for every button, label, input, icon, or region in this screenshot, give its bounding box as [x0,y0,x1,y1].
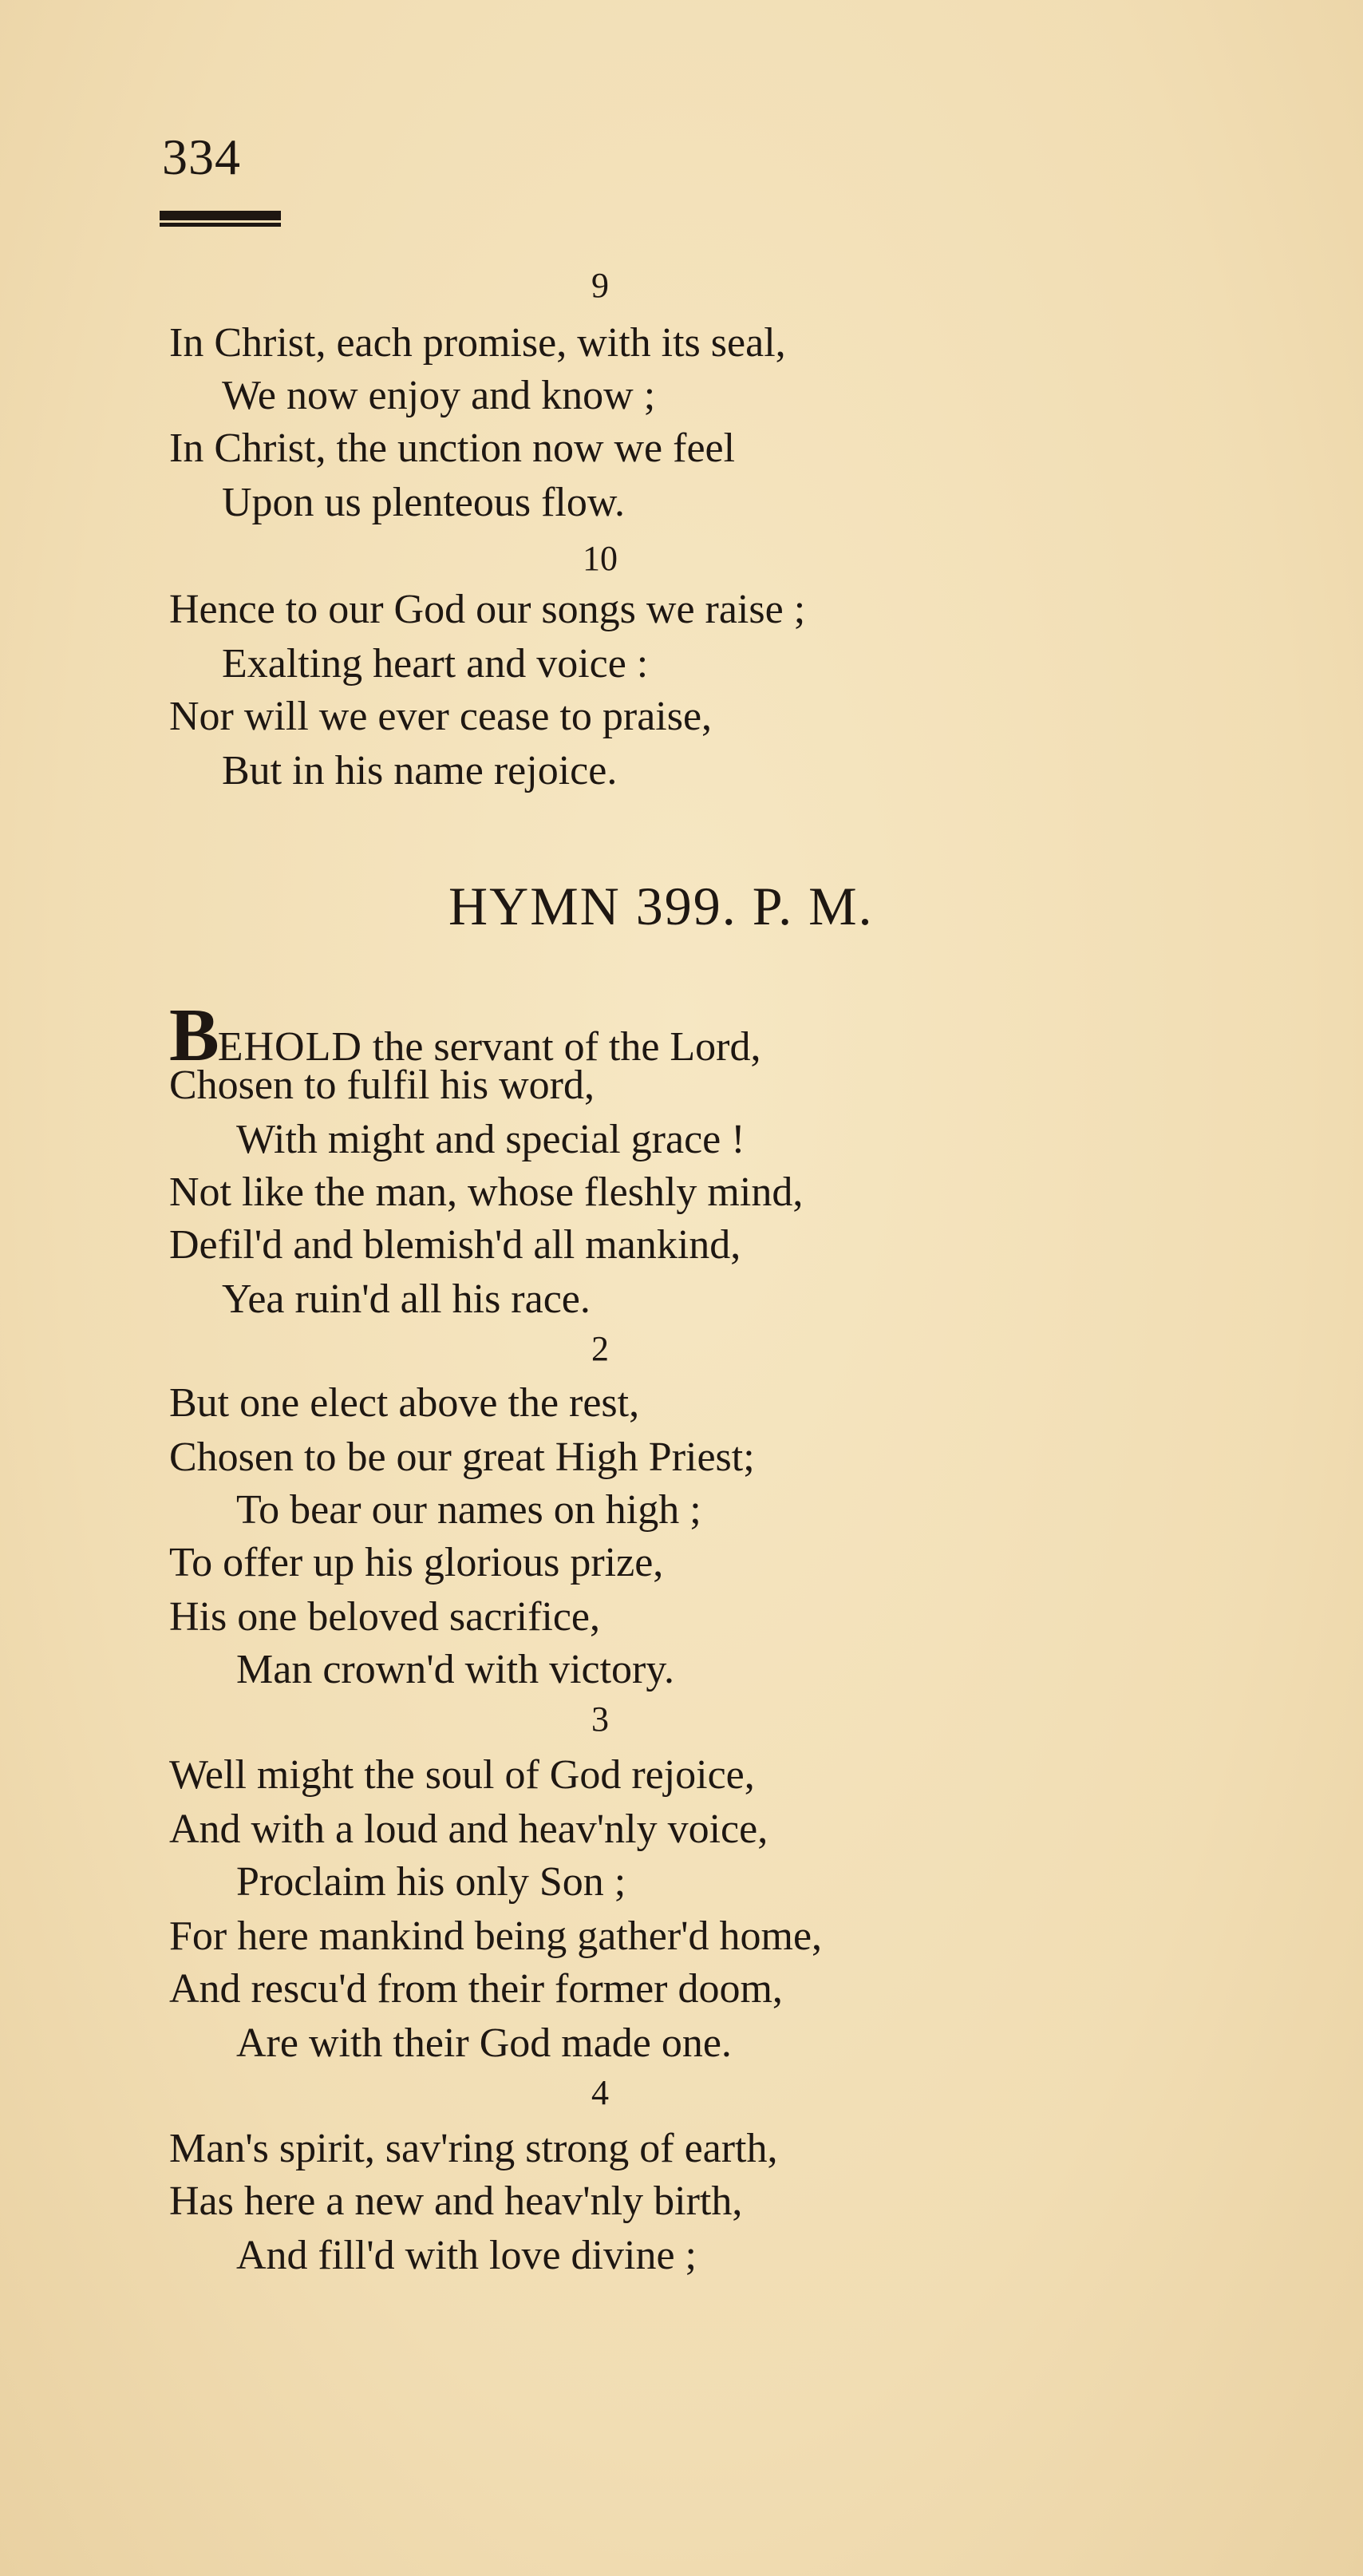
hymn-line: To bear our names on high ; [236,1487,701,1533]
hymn-line: Man's spirit, sav'ring strong of earth, [169,2126,778,2171]
hymn-line: Nor will we ever cease to praise, [169,694,713,739]
hymn-line: To offer up his glorious prize, [169,1540,664,1585]
hymn-line: Man crown'd with victory. [236,1647,674,1692]
verse-number: 2 [591,1329,609,1368]
verse-number: 10 [583,539,618,578]
hymn-line: Chosen to be our great High Priest; [169,1434,755,1480]
hymn-line: Chosen to fulfil his word, [169,1062,595,1108]
hymn-line: Well might the soul of God rejoice, [169,1752,755,1798]
hymn-line: Not like the man, whose fleshly mind, [169,1169,804,1215]
hymn-line: Hence to our God our songs we raise ; [169,587,806,632]
verse-number: 9 [591,266,609,305]
hymn-line: With might and special grace ! [236,1117,745,1162]
hymn-line: For here mankind being gather'd home, [169,1913,823,1959]
hymn-line: Proclaim his only Son ; [236,1859,626,1905]
verse-number: 3 [591,1700,609,1739]
page-number: 334 [162,129,241,185]
header-rule [160,211,281,220]
hymn-line: And with a loud and heav'nly voice, [169,1806,768,1852]
hymn-line: Has here a new and heav'nly birth, [169,2178,743,2224]
hymn-title: HYMN 399. P. M. [448,876,874,936]
hymn-line: But in his name rejoice. [222,748,618,793]
hymn-line: Upon us plenteous flow. [222,480,626,525]
drop-cap: B [169,994,219,1077]
hymn-line: But one elect above the rest, [169,1380,640,1426]
verse-number: 4 [591,2073,609,2112]
hymn-line: In Christ, the unction now we feel [169,425,736,471]
first-line-rest: the servant of the Lord, [361,1024,761,1070]
hymn-line: We now enjoy and know ; [222,373,656,418]
hymn-line: And fill'd with love divine ; [236,2233,697,2278]
hymn-line: Exalting heart and voice : [222,641,649,687]
hymn-line: His one beloved sacrifice, [169,1594,601,1640]
first-word-smallcaps: EHOLD [217,1024,362,1070]
hymn-line: Defil'd and blemish'd all mankind, [169,1222,741,1268]
hymn-line: Are with their God made one. [236,2020,732,2066]
hymn-line: And rescu'd from their former doom, [169,1966,783,2012]
hymn-line: Yea ruin'd all his race. [222,1276,591,1322]
hymn-line: In Christ, each promise, with its seal, [169,320,786,366]
